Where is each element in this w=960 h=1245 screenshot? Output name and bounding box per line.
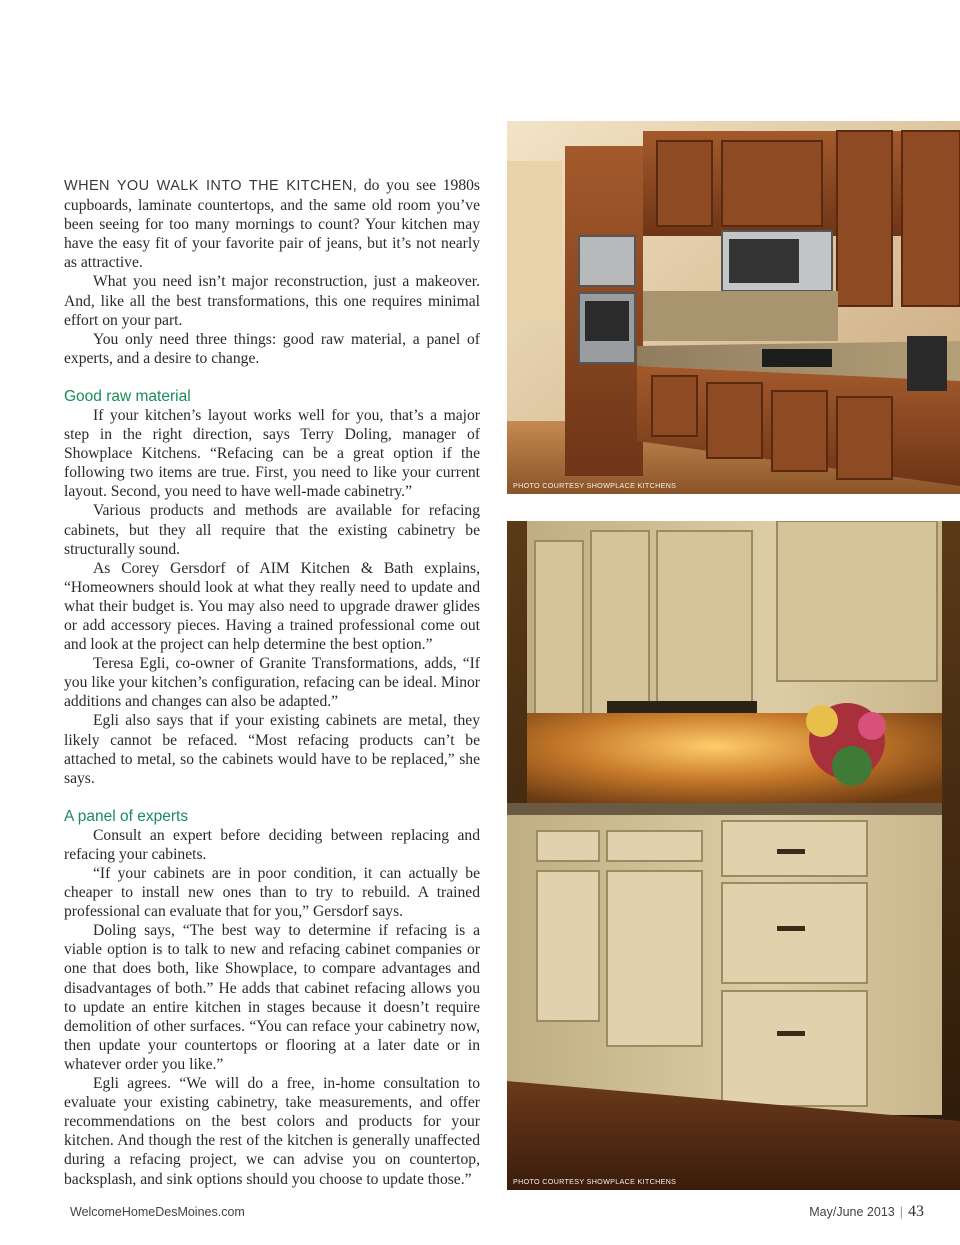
paragraph: Doling says, “The best way to determine if refacing is a viable option is to talk to new and refacing cabinet companies or one that does both, like Showplace, to compare advantages and disadvantages of both.” He adds that cabinet refacing allows you to update an entire kitchen in stages because it doesn’t require demolition of other surfaces. “You can reface your cabinetry now, then update your countertops or flooring at a later date or in whatever order you like.” [64, 922, 480, 1073]
kitchen-photo-wood-illustration [507, 121, 960, 494]
kitchen-photo-cream [507, 521, 960, 1190]
footer-folio [809, 1203, 924, 1221]
paragraph: Various products and methods are available for refacing cabinets, but they all require that the existing cabinetry be structurally sound. [64, 502, 480, 558]
intro-text: do you see 1980s cupboards, laminate countertops, and the same old room you’ve been seeing for too many mornings to count? Your kitchen may have the easy fit of your favorite pair of jeans, but it’s not nearly as attractive. [64, 177, 481, 272]
paragraph: You only need three things: good raw material, a panel of experts, and a desire to change. [64, 330, 480, 367]
article-body [64, 176, 480, 1189]
kitchen-photo-wood [507, 121, 960, 494]
paragraph: If your kitchen’s layout works well for you, that’s a major step in the right direction, says Terry Doling, manager of Showplace Kitchens. “Refacing can be a great option if the following two items are true. First, you need to like your current layout. Second, you need to have well-made cabinetry.” [64, 406, 480, 501]
paragraph: “If your cabinets are in poor condition, it can actually be cheaper to install new ones than to try to rebuild. A trained professional can evaluate that for you,” Gersdorf says. [64, 865, 480, 921]
paragraph: As Corey Gersdorf of AIM Kitchen & Bath explains, “Homeowners should look at what they really need to update and what their budget is. You may also need to upgrade drawer glides or add accessory pieces. Having a trained professional come out and look at the project can help determine the best option.” [64, 559, 480, 654]
lead-in: WHEN YOU WALK INTO THE KITCHEN, [64, 178, 358, 194]
photo-credit-top: PHOTO COURTESY SHOWPLACE KITCHENS [513, 481, 677, 490]
paragraph: Egli also says that if your existing cabinets are metal, they likely cannot be refaced. “Most refacing products can’t be attached to metal, so the cabinets would have to be replaced,” she says. [64, 712, 480, 787]
paragraph: Consult an expert before deciding between replacing and refacing your cabinets. [64, 826, 480, 863]
photo-credit-bottom: PHOTO COURTESY SHOWPLACE KITCHENS [513, 1177, 677, 1186]
footer-issue: May/June 2013 [809, 1205, 895, 1219]
paragraph: Egli agrees. “We will do a free, in-home consultation to evaluate your existing cabinetry, take measurements, and offer recommendations on the best colors and products for your kitchen. And though the rest of the kitchen is generally unaffected during a refacing project, we can advise you on countertop, backsplash, and sink options should you choose to update those.” [64, 1075, 480, 1188]
footer-separator: | [899, 1205, 903, 1219]
paragraph: Teresa Egli, co-owner of Granite Transformations, adds, “If you like your kitchen’s configuration, refacing can be ideal. Minor additions and changes can also be adapted.” [64, 655, 480, 711]
page-number: 43 [908, 1203, 924, 1220]
intro-paragraph [64, 176, 480, 272]
footer-website: WelcomeHomeDesMoines.com [70, 1205, 245, 1219]
paragraph: What you need isn’t major reconstruction, just a makeover. And, like all the best transformations, this one requires minimal effort on your part. [64, 273, 480, 329]
section-heading-panel-of-experts: A panel of experts [64, 807, 189, 825]
section-heading-raw-material: Good raw material [64, 387, 191, 405]
kitchen-photo-cream-illustration [507, 521, 960, 1190]
